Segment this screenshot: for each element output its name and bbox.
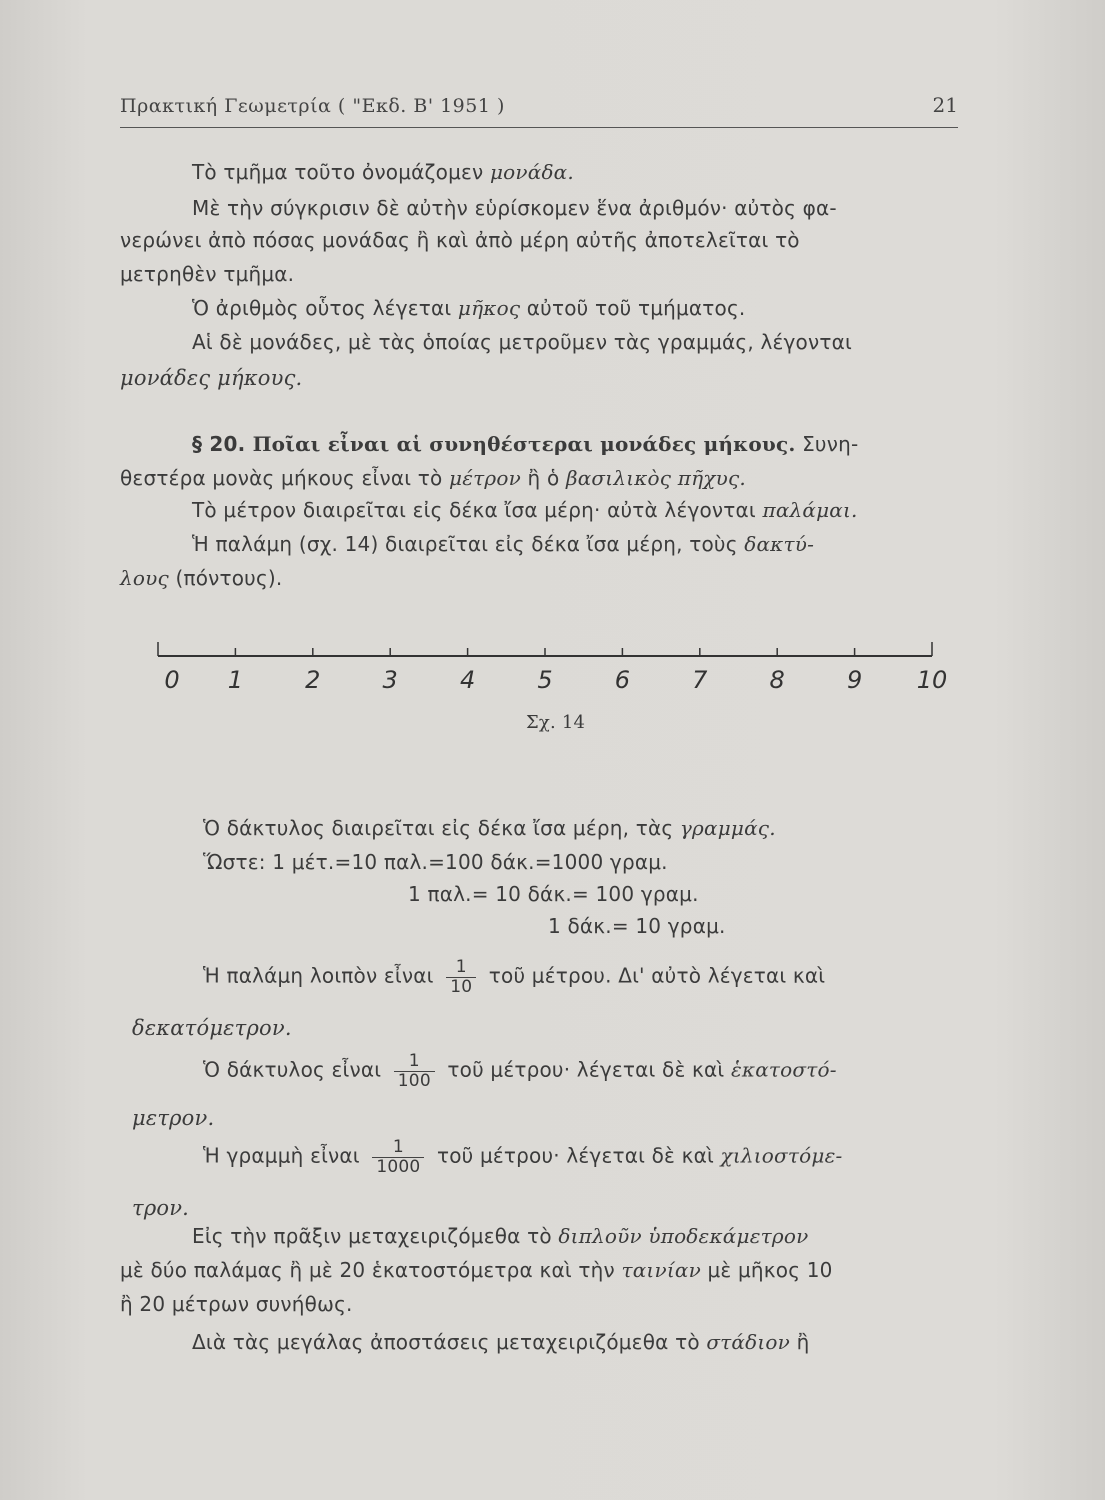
ruler-label: 9 (846, 666, 863, 694)
text-line: Ὁ δάκτυλος εἶναι $\frac{1}{100}$ τοῦ μέτρου· λέγεται δὲ καὶ ἑκατοστό- (203, 1051, 837, 1091)
equation-line: Ὥστε: 1 μέτ.=10 παλ.=100 δάκ.=1000 γραμ. (203, 850, 668, 874)
text-line: δεκατόμετρον. (132, 1016, 292, 1040)
text-line: θεστέρα μονὰς μήκους εἶναι τὸ μέτρον ἢ ὁ βασιλικὸς πῆχυς. (120, 466, 746, 490)
fraction-one-thousandth: $\frac{1}{1000}$ (372, 1138, 424, 1176)
text-line: Ὁ ἀριθμὸς οὗτος λέγεται μῆκος αὐτοῦ τοῦ τμήματος. (192, 296, 746, 320)
ruler-label: 2 (305, 666, 321, 694)
figure-caption: Σχ. 14 (526, 712, 586, 733)
text-line: Ἡ γραμμὴ εἶναι $\frac{1}{1000}$ τοῦ μέτρου· λέγεται δὲ καὶ χιλιοστόμε- (203, 1137, 843, 1177)
text-line: Μὲ τὴν σύγκρισιν δὲ αὐτὴν εὑρίσκομεν ἕνα ἀριθμόν· αὐτὸς φα- (192, 196, 837, 220)
fraction-one-hundredth: $\frac{1}{100}$ (394, 1052, 435, 1090)
page-header (120, 93, 958, 128)
running-title: Πρακτική Γεωμετρία ( "Εκδ. Β' 1951 ) (120, 95, 505, 117)
ruler-label: 1 (227, 666, 244, 694)
text-line: ἢ 20 μέτρων συνήθως. (120, 1292, 353, 1316)
equation-line: 1 δάκ.= 10 γραμ. (548, 914, 726, 938)
text-line: Ἡ παλάμη (σχ. 14) διαιρεῖται εἰς δέκα ἴσα μέρη, τοὺς δακτύ- (192, 532, 815, 556)
text-line: μετρηθὲν τμῆμα. (120, 262, 295, 286)
text-line: Εἰς τὴν πρᾶξιν μεταχειριζόμεθα τὸ διπλοῦν ὑποδεκάμετρον (192, 1224, 809, 1248)
section-heading: § 20. Ποῖαι εἶναι αἱ συνηθέστεραι μονάδες μήκους. Συνη- (192, 432, 859, 456)
text-line: μονάδες μήκους. (120, 366, 303, 390)
text-line: Διὰ τὰς μεγάλας ἀποστάσεις μεταχειριζόμεθα τὸ στάδιον ἢ (192, 1330, 810, 1354)
text-line: Αἱ δὲ μονάδες, μὲ τὰς ὁποίας μετροῦμεν τὰς γραμμάς, λέγονται (192, 330, 852, 354)
text-line: Ὁ δάκτυλος διαιρεῖται εἰς δέκα ἴσα μέρη, τὰς γραμμάς. (203, 816, 776, 840)
fraction-one-tenth: $\frac{1}{10}$ (446, 958, 476, 996)
ruler-label: 7 (692, 666, 708, 694)
ruler-label: 8 (769, 666, 785, 694)
text-line: τρον. (132, 1196, 190, 1220)
ruler-label: 5 (537, 666, 553, 694)
text-line: λους (πόντους). (120, 566, 283, 590)
ruler-label: 10 (916, 666, 948, 694)
text-line: μετρον. (132, 1106, 215, 1130)
ruler-label: 0 (164, 666, 180, 694)
ruler-label: 4 (459, 666, 476, 694)
text-line: Τὸ τμῆμα τοῦτο ὀνομάζομεν μονάδα. (192, 160, 574, 184)
text-line: νερώνει ἀπὸ πόσας μονάδας ἢ καὶ ἀπὸ μέρη αὐτῆς ἀποτελεῖται τὸ (120, 228, 800, 252)
page-number: 21 (932, 93, 958, 117)
text-line: Ἡ παλάμη λοιπὸν εἶναι $\frac{1}{10}$ τοῦ μέτρου. Δι' αὐτὸ λέγεται καὶ (203, 957, 826, 997)
equation-line: 1 παλ.= 10 δάκ.= 100 γραμ. (408, 882, 699, 906)
text-line: Τὸ μέτρον διαιρεῖται εἰς δέκα ἴσα μέρη· αὐτὰ λέγονται παλάμαι. (192, 498, 858, 522)
ruler-label: 6 (614, 666, 631, 694)
text-line: μὲ δύο παλάμας ἢ μὲ 20 ἑκατοστόμετρα καὶ τὴν ταινίαν μὲ μῆκος 10 (120, 1258, 833, 1282)
ruler-label: 3 (382, 666, 398, 694)
